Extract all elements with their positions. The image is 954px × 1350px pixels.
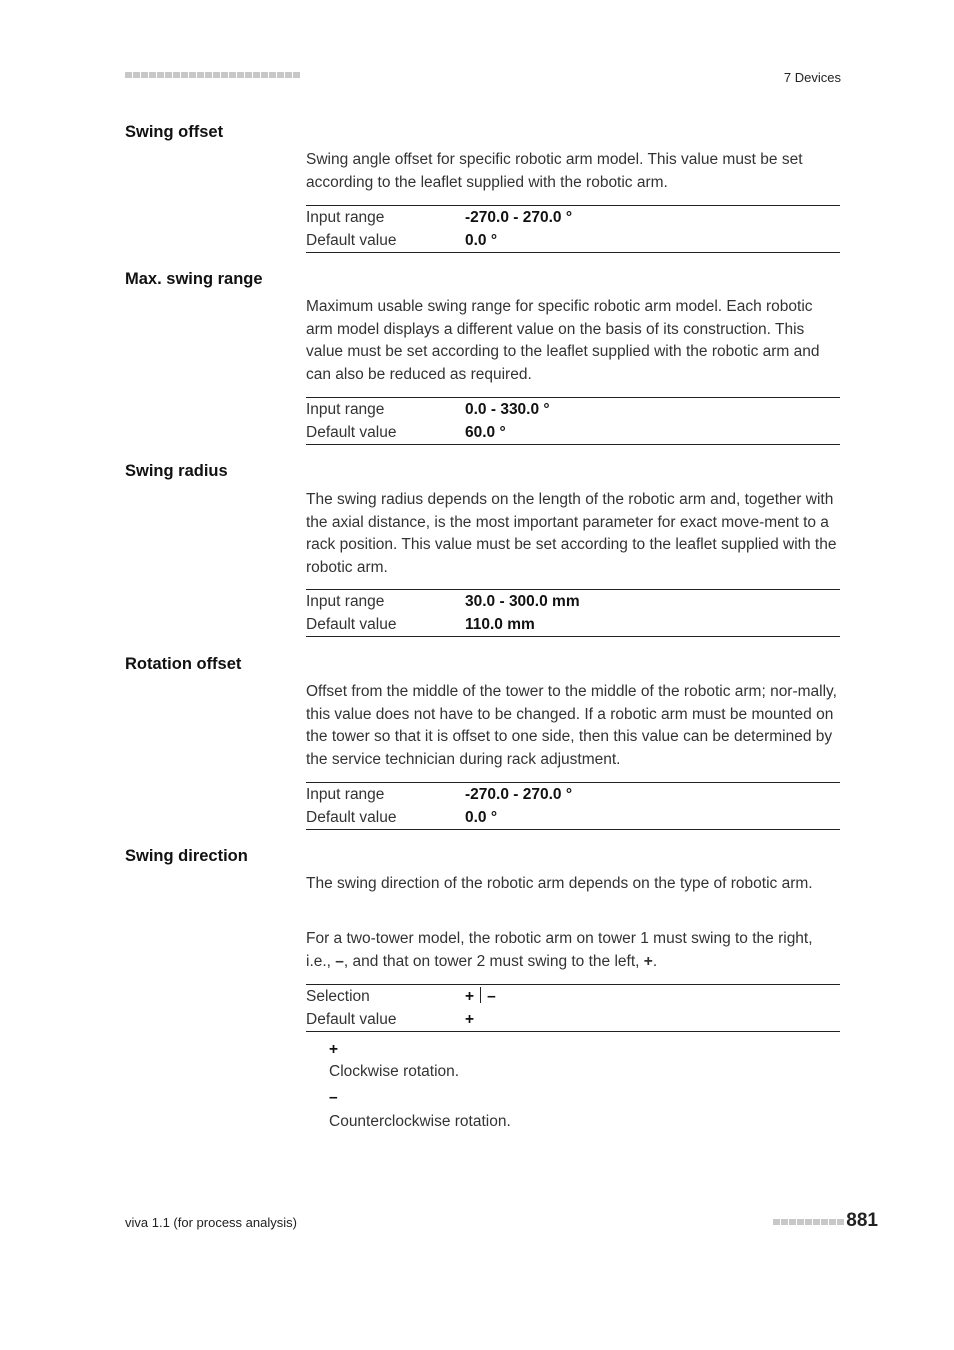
parameter-table: [306, 397, 840, 445]
section-title-max-swing-range: Max. swing range: [125, 270, 263, 288]
parameter-table: [306, 205, 840, 253]
table-row: [306, 613, 840, 636]
table-row: [306, 985, 840, 1008]
row-value: [465, 987, 496, 1006]
option-plus: +: [465, 988, 475, 1005]
page-number: 881: [846, 1210, 878, 1231]
row-label: Default value: [306, 231, 397, 249]
plus-symbol: +: [643, 952, 653, 970]
option-description: Counterclockwise rotation.: [329, 1113, 511, 1130]
table-row: [306, 229, 840, 252]
table-row: [306, 1008, 840, 1031]
option-minus: –: [487, 988, 496, 1005]
note-text: .: [652, 952, 658, 970]
row-label: Default value: [306, 808, 397, 826]
section-note: [306, 928, 840, 973]
row-label: Default value: [306, 615, 397, 633]
row-label: Input range: [306, 785, 385, 803]
row-label: Selection: [306, 987, 370, 1005]
section-description: The swing direction of the robotic arm depends on the type of robotic arm.: [306, 875, 813, 892]
section-title-swing-offset: Swing offset: [125, 123, 224, 141]
row-value: -270.0 - 270.0 °: [465, 785, 573, 803]
row-value: 0.0 °: [465, 808, 498, 826]
option-symbol: +: [329, 1041, 339, 1058]
option-description: Clockwise rotation.: [329, 1063, 460, 1080]
header-decoration: [125, 72, 300, 78]
row-value: 0.0 °: [465, 231, 498, 249]
row-value: 110.0 mm: [465, 615, 535, 633]
row-label: Default value: [306, 1010, 397, 1028]
section-description: Maximum usable swing range for specific robotic arm model. Each robotic arm model displays a different value on the basis of its construction. This value must be set according to the leaflet supplied with the robotic arm and can also be reduced as required.: [306, 298, 820, 383]
row-value: 30.0 - 300.0 mm: [465, 592, 580, 610]
row-value: -270.0 - 270.0 °: [465, 208, 573, 226]
row-value: +: [465, 1010, 475, 1028]
row-label: Default value: [306, 423, 397, 441]
table-row: [306, 783, 840, 806]
table-row: [306, 398, 840, 421]
row-label: Input range: [306, 208, 385, 226]
row-value: 60.0 °: [465, 423, 506, 441]
option-symbol: –: [329, 1089, 338, 1106]
table-row: [306, 806, 840, 829]
option-separator: [480, 987, 481, 1003]
table-row: [306, 206, 840, 229]
note-text: , and that on tower 2 must swing to the left,: [343, 952, 644, 970]
footer-decoration: [773, 1219, 844, 1225]
section-description: Swing angle offset for specific robotic arm model. This value must be set according to the leaflet supplied with the robotic arm.: [306, 151, 803, 191]
minus-symbol: –: [335, 952, 344, 970]
chapter-title: 7 Devices: [783, 70, 841, 85]
section-title-swing-direction: Swing direction: [125, 847, 248, 865]
section-description: Offset from the middle of the tower to the middle of the robotic arm; nor-mally, this value does not have to be changed. If a robotic arm must be mounted on the tower so that it is offset to one side, then this value can be determined by the service technician during rack adjustment.: [306, 683, 837, 768]
section-description: The swing radius depends on the length of the robotic arm and, together with the axial distance, is the most important parameter for exact move-ment to a rack position. This value must be set according to the leaflet supplied with the robotic arm.: [306, 491, 837, 576]
section-title-rotation-offset: Rotation offset: [125, 655, 242, 673]
row-label: Input range: [306, 592, 385, 610]
table-row: [306, 590, 840, 613]
row-value: 0.0 - 330.0 °: [465, 400, 550, 418]
parameter-table: [306, 782, 840, 830]
table-row: [306, 421, 840, 444]
section-title-swing-radius: Swing radius: [125, 462, 228, 480]
footer-product: viva 1.1 (for process analysis): [125, 1215, 297, 1230]
parameter-table: [306, 589, 840, 637]
note-text: For a two-tower model, the robotic arm on tower 1 must swing to the right, i.e.,: [306, 930, 813, 970]
parameter-table: [306, 984, 840, 1032]
row-label: Input range: [306, 400, 385, 418]
